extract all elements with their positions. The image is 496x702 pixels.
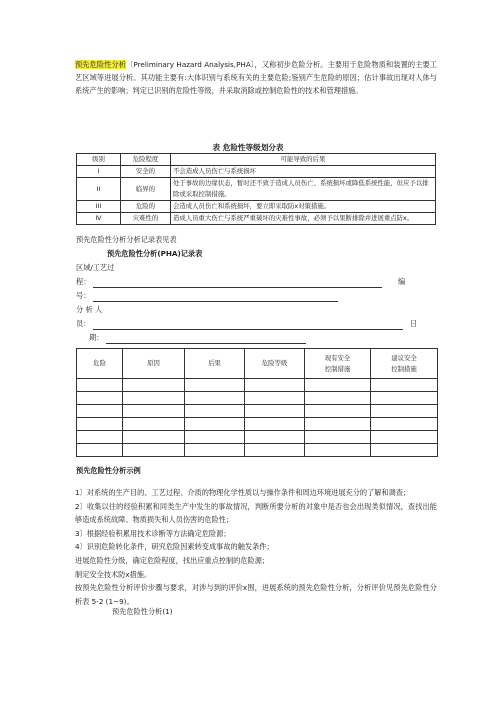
cell-degree: 灾难性的: [121, 213, 171, 225]
header-suggested-measures: [371, 349, 438, 379]
header-consequence: 后果: [185, 349, 245, 379]
analyst-label-cont: 员：: [76, 319, 91, 328]
empty-cell[interactable]: [245, 418, 305, 431]
empty-cell[interactable]: [371, 418, 438, 431]
header-line: 控制措施: [391, 364, 417, 373]
hazard-level-table: [76, 153, 436, 225]
header-line: 现有安全: [324, 353, 351, 362]
cell-result: 造成人员重大伤亡与系统严重破坏的灾难性事故，必须予以果断排除并进展重点防ⅹ。: [171, 213, 436, 225]
empty-cell[interactable]: [305, 431, 371, 444]
cell-result: 不会造成人员伤亡与系统损坏: [171, 166, 436, 178]
empty-cell[interactable]: [245, 431, 305, 444]
empty-cell[interactable]: [123, 431, 185, 444]
empty-cell[interactable]: [371, 431, 438, 444]
empty-cell[interactable]: [305, 405, 371, 418]
table-row: [77, 444, 438, 457]
date-label-cont: 期：: [89, 333, 104, 342]
header-cause: 原因: [123, 349, 185, 379]
step-item: 2〕收集以往的经验积累和同类生产中发生的事故情况，判断所要分析的对象中是否也会出现类似情况，查找出能够造成系统故障、物质损失和人员伤害的危险性；: [75, 501, 437, 525]
table-row: [77, 392, 438, 405]
analyst-underline[interactable]: [93, 329, 403, 330]
table-row: [77, 418, 438, 431]
table-row: [77, 213, 436, 225]
empty-cell[interactable]: [305, 444, 371, 457]
header-hazard-level: 危险等级: [245, 349, 305, 379]
step-item: 按预先危险性分析评价步骤与要求，对涉与到的评价ⅹ围，进展系统的预先危险性分析，分析评价见预先危险性分析表 5-2 (1~9)。: [75, 583, 437, 606]
table-row: [77, 166, 436, 178]
highlighted-term: 预先危险性分析: [75, 60, 127, 69]
empty-cell[interactable]: [77, 379, 123, 392]
header-existing-measures: [305, 349, 371, 379]
empty-cell[interactable]: [305, 379, 371, 392]
area-underline[interactable]: [93, 287, 382, 288]
cell-level: Ⅰ: [77, 166, 121, 178]
cell-level: Ⅳ: [77, 213, 121, 225]
empty-cell[interactable]: [245, 379, 305, 392]
empty-cell[interactable]: [77, 431, 123, 444]
number-label: 编: [398, 277, 406, 286]
date-underline[interactable]: [106, 343, 306, 344]
table-header-row: [77, 349, 438, 379]
empty-cell[interactable]: [185, 418, 245, 431]
table-row: [77, 405, 438, 418]
empty-cell[interactable]: [371, 405, 438, 418]
cell-degree: 临界的: [121, 178, 171, 201]
empty-cell[interactable]: [245, 405, 305, 418]
pha-record-table: [76, 348, 438, 457]
header-level: 级别: [77, 154, 121, 166]
table-header-row: [77, 154, 436, 166]
empty-cell[interactable]: [185, 379, 245, 392]
example-title: 预先危险性分析示例: [76, 466, 141, 475]
step-item: 4〕识别危险转化条件，研究危险因素转变成事故的触发条件；: [75, 542, 274, 552]
record-intro: 预先危险性分析分析记录表见表: [76, 235, 177, 244]
empty-cell[interactable]: [123, 392, 185, 405]
header-hazard: 危险: [77, 349, 123, 379]
header-line: 控制措施: [324, 364, 351, 373]
step-item: 3〕根据经验积累用技术诊断等方法确定危险源；: [75, 528, 231, 538]
empty-cell[interactable]: [123, 405, 185, 418]
empty-cell[interactable]: [185, 444, 245, 457]
cell-degree: 安全的: [121, 166, 171, 178]
step-item: 1〕对系统的生产目的、工艺过程、介质的物理化学性质以与操作条件和周边环境进展充分的了解和调查；: [75, 488, 411, 497]
empty-cell[interactable]: [371, 379, 438, 392]
empty-cell[interactable]: [123, 418, 185, 431]
step-item: 制定安全技术防ⅹ措施。: [75, 569, 152, 579]
date-field-row: [76, 333, 446, 347]
empty-cell[interactable]: [185, 431, 245, 444]
empty-cell[interactable]: [77, 392, 123, 405]
empty-cell[interactable]: [305, 418, 371, 431]
empty-cell[interactable]: [185, 405, 245, 418]
empty-cell[interactable]: [123, 444, 185, 457]
area-field-row: [76, 263, 446, 277]
example-steps: [75, 486, 437, 608]
intro-text: 〔Preliminary Hazard Analysis,PHA〕，又称初步危险分析。主要用于危险物质和装置的主要工艺区域等进展分析。其功能主要有:大体识别与系统有关的主要危险;鉴别产生危险的原因；估计事故出现对人体与系统产生的影响；判定已识别的危险性等级，并采取消除或控制危险性的技术和管理措施。: [75, 60, 437, 96]
empty-cell[interactable]: [77, 405, 123, 418]
area-label-cont: 程：: [76, 277, 91, 286]
table-row: [77, 431, 438, 444]
number-field-row: [76, 291, 446, 305]
record-table-caption: 预先危险性分析(PHA)记录表: [107, 249, 203, 258]
header-line: 建议安全: [391, 353, 417, 362]
empty-cell[interactable]: [245, 392, 305, 405]
table-row: [77, 201, 436, 213]
empty-cell[interactable]: [123, 379, 185, 392]
header-degree: 危险程度: [121, 154, 171, 166]
analyst-field-row: [76, 305, 446, 319]
empty-cell[interactable]: [371, 444, 438, 457]
empty-cell[interactable]: [185, 392, 245, 405]
cell-degree: 危险的: [121, 201, 171, 213]
cell-result: 会造成人员伤亡和系统损坏，要立即采取防ⅹ对策措施。: [171, 201, 436, 213]
table-row: [77, 178, 436, 201]
empty-cell[interactable]: [77, 418, 123, 431]
empty-cell[interactable]: [371, 392, 438, 405]
hazard-level-table-caption: 表 危险性等级划分表: [212, 143, 284, 152]
area-field-row-2: [76, 277, 446, 291]
intro-paragraph: [75, 58, 437, 98]
area-label: 区域/工艺过: [76, 263, 115, 272]
table-row: [77, 379, 438, 392]
cell-level: ⅠⅠⅠ: [77, 201, 121, 213]
empty-cell[interactable]: [77, 444, 123, 457]
cell-result: 处于事故的边缘状态，暂时还不致于造成人员伤亡、系统损坏或降低系统性能，但应予以排除或采取控制措施。: [171, 178, 436, 201]
number-underline[interactable]: [93, 301, 338, 302]
analyst-field-row-2: [76, 319, 446, 333]
example-footer: 预先危险性分析(1): [112, 607, 173, 616]
date-label: 日: [410, 319, 418, 328]
analyst-label: 分 析 人: [76, 305, 103, 314]
header-result: 可能导致的后果: [171, 154, 436, 166]
empty-cell[interactable]: [305, 392, 371, 405]
empty-cell[interactable]: [245, 444, 305, 457]
number-label-cont: 号：: [76, 291, 91, 300]
step-item: 进展危险性分级，确定危险程度，找出应重点控制的危险源；: [75, 555, 270, 565]
cell-level: ⅠⅠ: [77, 178, 121, 201]
